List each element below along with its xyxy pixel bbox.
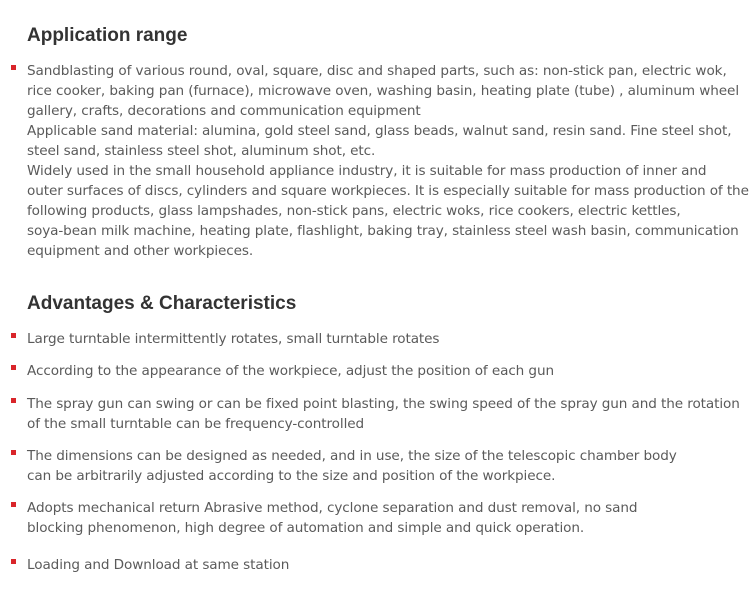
bullet-icon <box>11 65 16 70</box>
text-line: blocking phenomenon, high degree of automation and simple and quick operation. <box>27 520 585 536</box>
application-range-text <box>27 61 749 261</box>
text-line: following products, glass lampshades, non-stick pans, electric woks, rice cookers, electric kettles, <box>27 203 681 219</box>
text-line: Applicable sand material: alumina, gold steel sand, glass beads, walnut sand, resin sand. Fine steel shot, <box>27 123 732 139</box>
bullet-icon <box>11 365 16 370</box>
advantage-item <box>27 329 739 349</box>
text-line: can be arbitrarily adjusted according to the size and position of the workpiece. <box>27 468 556 484</box>
text-line: rice cooker, baking pan (furnace), microwave oven, washing basin, heating plate (tube) , aluminum wheel <box>27 83 740 99</box>
text-line: soya-bean milk machine, heating plate, flashlight, baking tray, stainless steel wash basin, communication <box>27 223 739 239</box>
advantage-item <box>27 446 739 486</box>
bullet-icon <box>11 398 16 403</box>
text-line: The spray gun can swing or can be fixed point blasting, the swing speed of the spray gun and the rotation <box>27 396 740 412</box>
text-line: steel sand, stainless steel shot, aluminum shot, etc. <box>27 143 376 159</box>
application-range-title: Application range <box>27 25 188 46</box>
bullet-icon <box>11 559 16 564</box>
text-line: The dimensions can be designed as needed, and in use, the size of the telescopic chamber body <box>27 448 677 464</box>
text-line: outer surfaces of discs, cylinders and square workpieces. It is especially suitable for mass production of the <box>27 183 749 199</box>
advantage-item <box>27 361 739 381</box>
bullet-icon <box>11 450 16 455</box>
advantage-item <box>27 555 739 575</box>
advantage-item <box>27 394 739 434</box>
bullet-icon <box>11 333 16 338</box>
text-line: Sandblasting of various round, oval, square, disc and shaped parts, such as: non-stick pan, electric wok, <box>27 63 727 79</box>
advantage-item <box>27 498 739 538</box>
text-line: According to the appearance of the workpiece, adjust the position of each gun <box>27 363 554 379</box>
text-line: Adopts mechanical return Abrasive method, cyclone separation and dust removal, no sand <box>27 500 638 516</box>
text-line: Large turntable intermittently rotates, small turntable rotates <box>27 331 440 347</box>
bullet-icon <box>11 502 16 507</box>
text-line: of the small turntable can be frequency-controlled <box>27 416 365 432</box>
text-line: Widely used in the small household appliance industry, it is suitable for mass production of inner and <box>27 163 707 179</box>
advantages-title: Advantages & Characteristics <box>27 293 297 314</box>
text-line: equipment and other workpieces. <box>27 243 254 259</box>
text-line: gallery, crafts, decorations and communication equipment <box>27 103 421 119</box>
text-line: Loading and Download at same station <box>27 557 290 573</box>
